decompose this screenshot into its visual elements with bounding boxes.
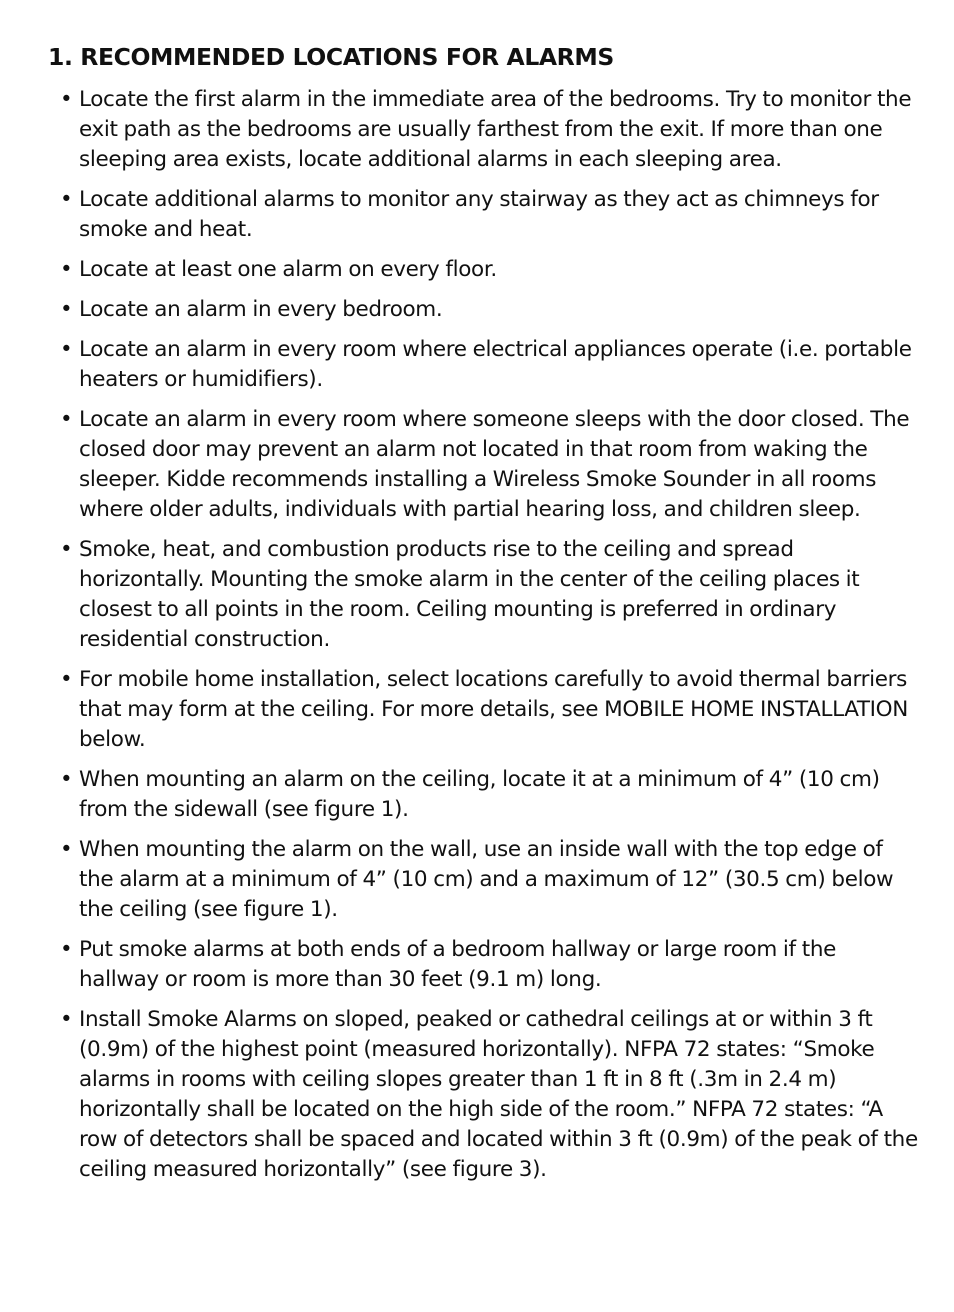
bullet-icon: • [60,87,73,112]
list-item-text: When mounting the alarm on the wall, use an inside wall with the top edge of the alarm at a minimum of 4” (10 cm) and a maximum of 12” (30.5 cm) below the ceiling (see figure 1). [79,837,894,922]
list-item-text: For mobile home installation, select locations carefully to avoid thermal barriers that may form at the ceiling. For more details, see MOBILE HOME INSTALLATION below. [79,667,908,752]
bullet-icon: • [60,337,73,362]
list-item [60,535,920,655]
list-item-text: When mounting an alarm on the ceiling, locate it at a minimum of 4” (10 cm) from the sidewall (see figure 1). [79,767,880,822]
bullet-icon: • [60,407,73,432]
section-heading: 1. RECOMMENDED LOCATIONS FOR ALARMS [48,43,614,71]
list-item [60,765,920,825]
list-item-text: Install Smoke Alarms on sloped, peaked or cathedral ceilings at or within 3 ft (0.9m) of the highest point (measured horizontally). NFPA 72 states: “Smoke alarms in rooms with ceiling slopes greater than 1 ft in 8 ft (.3m in 2.4 m) horizontally shall be located on the high side of the room.” NFPA 72 states: “A row of detectors shall be spaced and located within 3 ft (0.9m) of the peak of the ceiling measured horizontally” (see figure 3). [79,1007,918,1182]
list-item [60,85,920,175]
list-item [60,835,920,925]
list-item [60,295,920,325]
list-item-text: Locate an alarm in every bedroom. [79,297,443,322]
list-item [60,405,920,525]
bullet-icon: • [60,667,73,692]
list-item [60,185,920,245]
list-item-text: Locate the first alarm in the immediate area of the bedrooms. Try to monitor the exit path as the bedrooms are usually farthest from the exit. If more than one sleeping area exists, locate additional alarms in each sleeping area. [79,87,912,172]
bullet-icon: • [60,187,73,212]
bullet-icon: • [60,257,73,282]
list-item-text: Locate an alarm in every room where someone sleeps with the door closed. The closed door may prevent an alarm not located in that room from waking the sleeper. Kidde recommends installing a Wireless Smoke Sounder in all rooms where older adults, individuals with partial hearing loss, and children sleep. [79,407,910,522]
list-item [60,665,920,755]
bullet-icon: • [60,937,73,962]
bullet-icon: • [60,837,73,862]
list-item [60,335,920,395]
bullet-icon: • [60,1007,73,1032]
list-item-text: Locate an alarm in every room where electrical appliances operate (i.e. portable heaters or humidifiers). [79,337,912,392]
list-item-text: Locate at least one alarm on every floor. [79,257,497,282]
bullet-icon: • [60,297,73,322]
recommendation-list [60,85,920,1195]
list-item [60,935,920,995]
list-item [60,255,920,285]
list-item [60,1005,920,1185]
list-item-text: Locate additional alarms to monitor any stairway as they act as chimneys for smoke and heat. [79,187,879,242]
list-item-text: Put smoke alarms at both ends of a bedroom hallway or large room if the hallway or room is more than 30 feet (9.1 m) long. [79,937,836,992]
bullet-icon: • [60,537,73,562]
list-item-text: Smoke, heat, and combustion products rise to the ceiling and spread horizontally. Mounting the smoke alarm in the center of the ceiling places it closest to all points in the room. Ceiling mounting is preferred in ordinary residential construction. [79,537,860,652]
bullet-icon: • [60,767,73,792]
